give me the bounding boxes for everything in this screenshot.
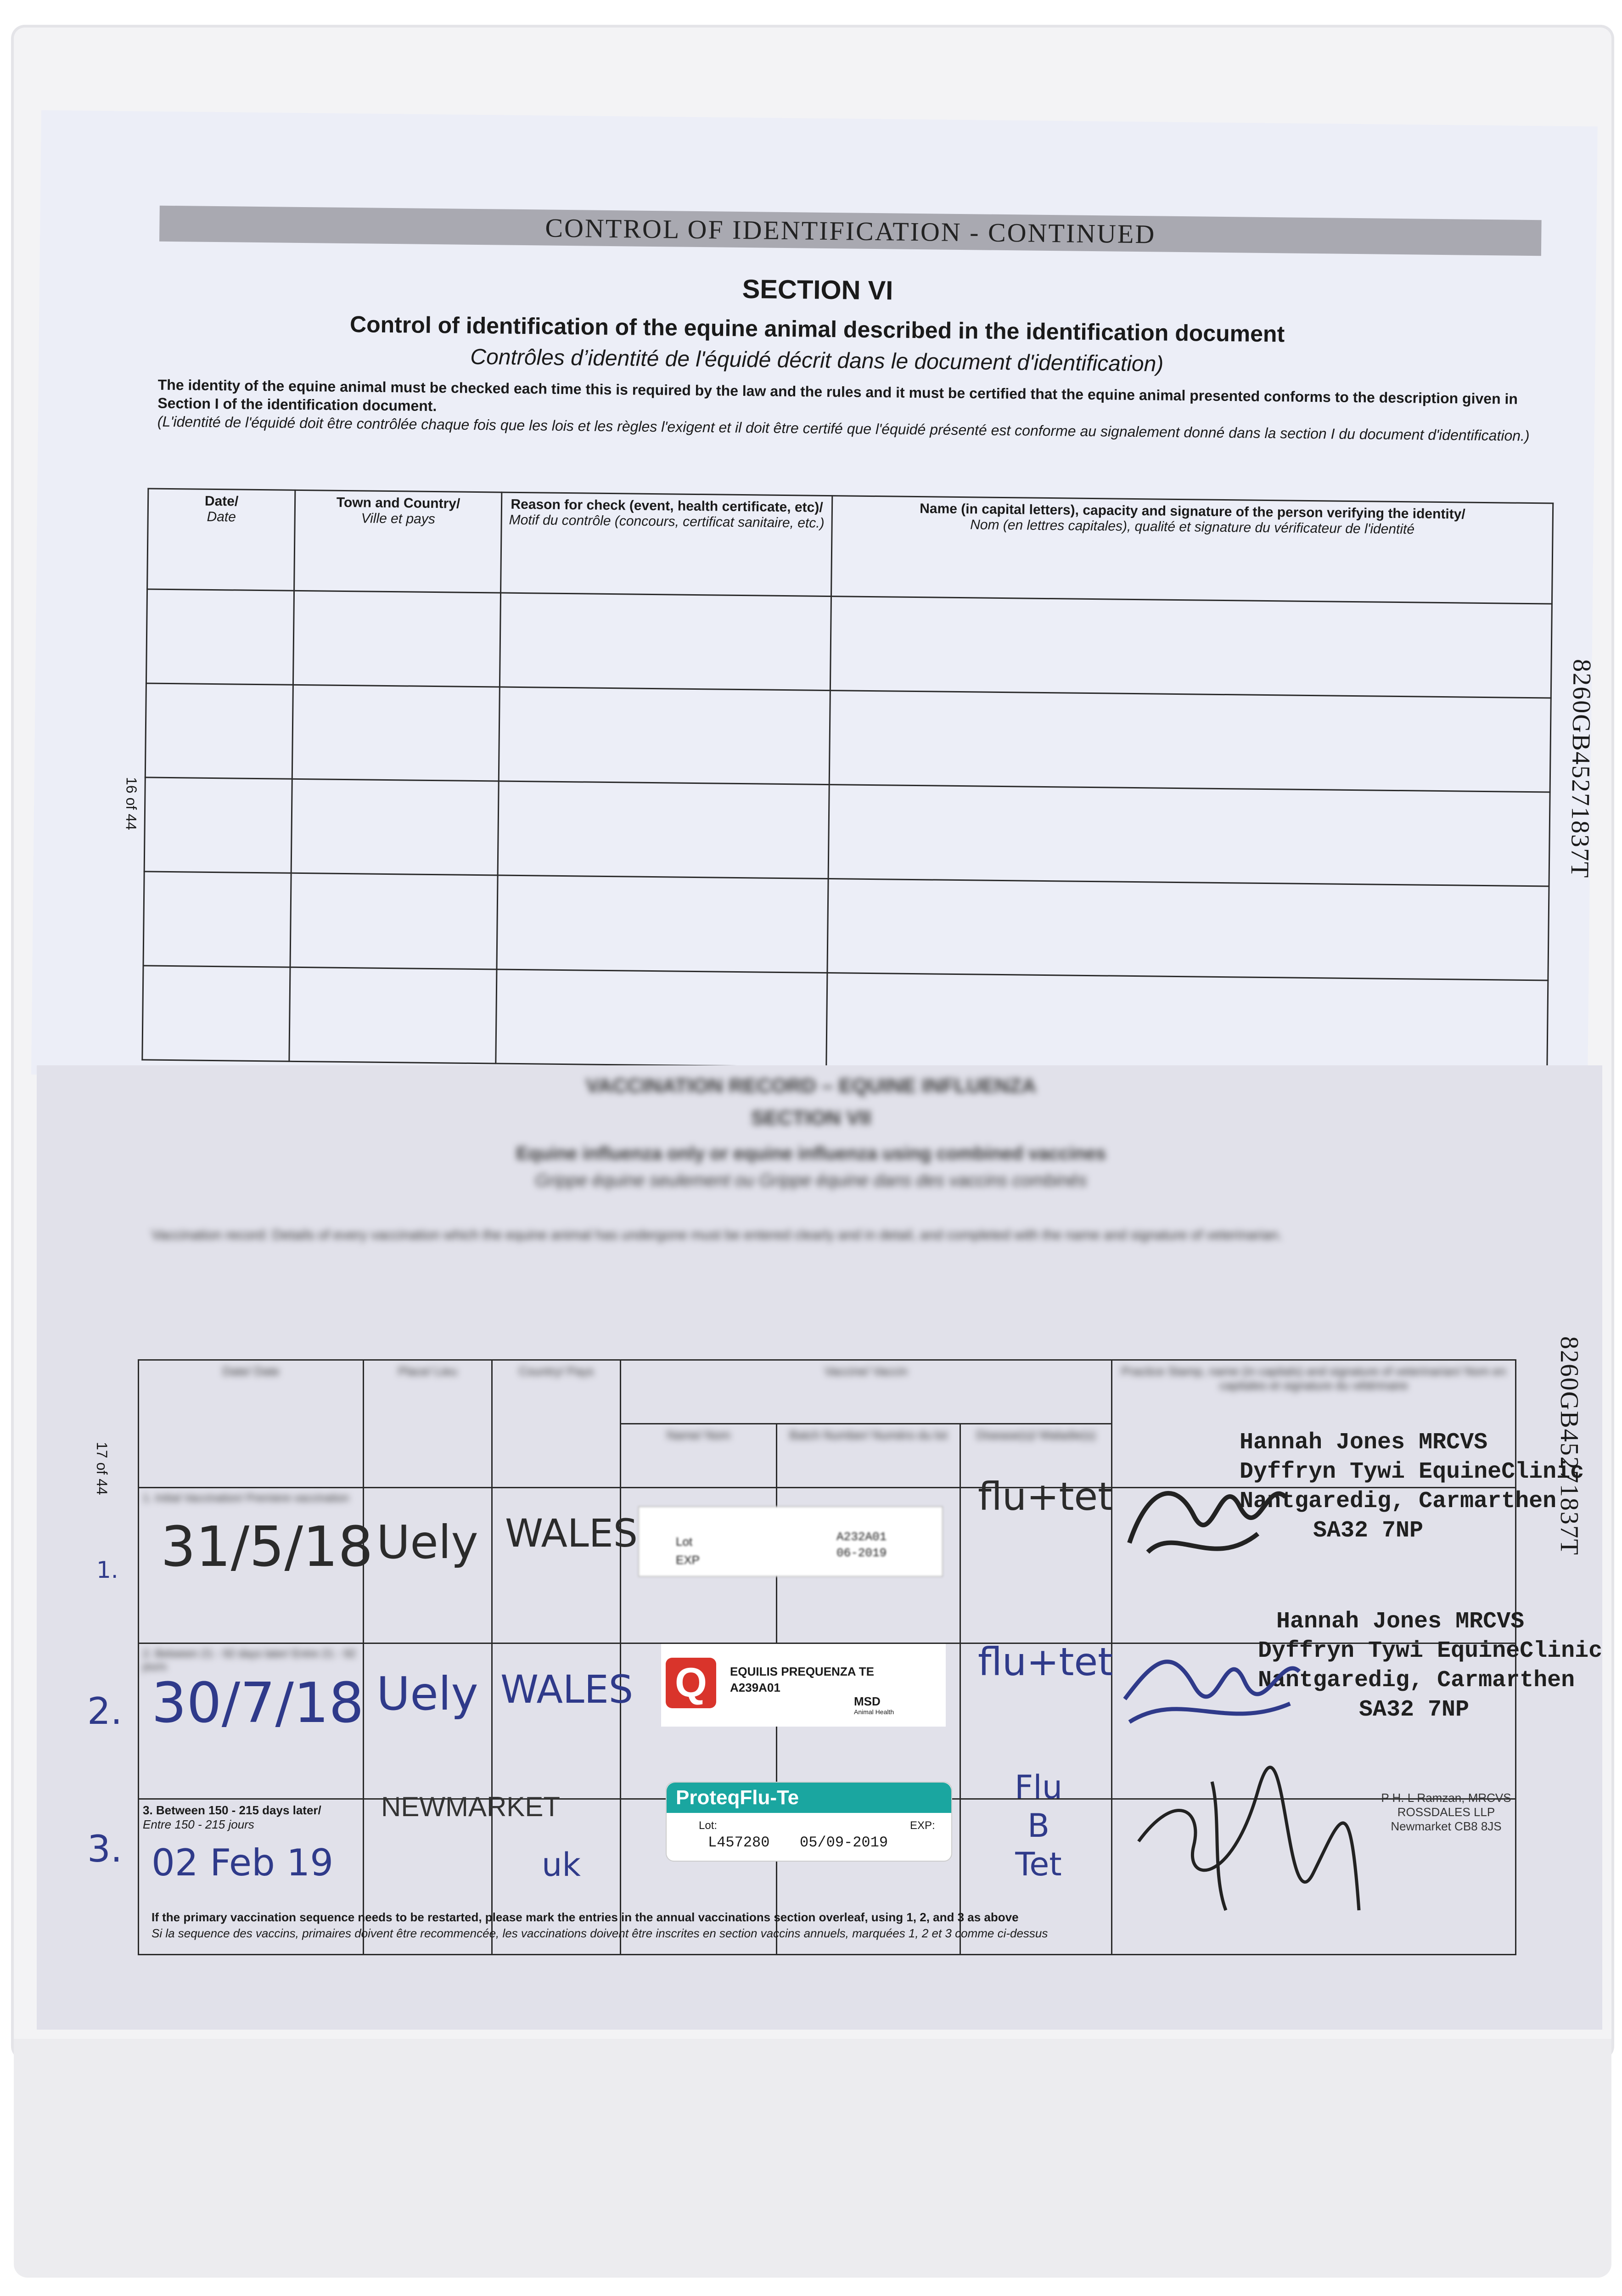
column-header-date: Date/ Date: [147, 489, 295, 591]
banner-title: CONTROL OF IDENTIFICATION - CONTINUED: [545, 213, 1156, 249]
vet-signature: [1120, 1451, 1295, 1589]
handwritten-date: 02 Feb 19: [152, 1841, 334, 1884]
header-vet: Practice Stamp, name (in capitals) and signature of veterinarian/ Nom en capitales et signature du vétérinaire: [1112, 1360, 1516, 1488]
section-banner: [159, 206, 1542, 256]
handwritten-disease: flu+tet: [978, 1474, 1113, 1519]
header-vaccine-name: Name/ Nom: [621, 1424, 777, 1488]
handwritten-country: WALES: [500, 1667, 634, 1712]
handwritten-country: uk: [542, 1846, 581, 1884]
margin-mark: 2.: [87, 1690, 123, 1733]
vaccination-section-number: SECTION VII: [751, 1107, 871, 1129]
table-row: [145, 683, 1551, 792]
table-header-row: [147, 489, 1553, 604]
section-title-fr: Contrôles d’identité de l'équidé décrit dans le document d'identification): [470, 344, 1164, 377]
stage-label-fr: Entre 150 - 215 jours: [143, 1818, 254, 1831]
footer-note-fr: Si la sequence des vaccins, primaires doivent être recommencée, les vaccinations doivent être inscrites en section vaccins annuels, marquées 1, 2 et 3 comme ci-dessus: [152, 1926, 1048, 1940]
passport-number: 8260GB45271837T: [1555, 1336, 1583, 1556]
identity-check-table: [141, 488, 1554, 1075]
header-date: Date/ Date: [139, 1360, 364, 1488]
scan-background: [14, 2039, 1611, 2278]
header-vaccine: Vaccine/ Vaccin: [621, 1360, 1112, 1424]
section-title-en: Control of identification of the equine animal described in the identification document: [349, 311, 1285, 347]
vet-signature: [1116, 1616, 1308, 1754]
column-header-verifier: Name (in capital letters), capacity and signature of the person verifying the identity/ Nom (en lettres capitales), qualité et signature du vérificateur de l'identité: [831, 496, 1553, 604]
handwritten-date: 31/5/18: [161, 1515, 373, 1579]
vaccine-sticker: Q EQUILIS PREQUENZA TE A239A01 MSD Animal Health: [661, 1644, 946, 1727]
page-number: 16 of 44: [123, 777, 140, 830]
vaccination-subtitle: Grippe équine seulement ou Grippe équine dans des vaccins combinés: [535, 1171, 1087, 1190]
vaccine-logo: Q: [666, 1658, 716, 1708]
column-header-reason: Reason for check (event, health certificate, etc)/ Motif du contrôle (concours, certificat sanitaire, etc.): [501, 492, 832, 597]
vet-practice-stamp: P H. L Ramzan, MRCVS ROSSDALES LLP Newmarket CB8 8JS: [1381, 1791, 1511, 1833]
margin-mark: 1.: [96, 1557, 118, 1583]
passport-number: 8260GB45271837T: [1565, 658, 1596, 879]
header-disease: Disease(s)/ Maladie(s): [960, 1424, 1112, 1488]
vaccine-sticker: ProteqFlu-Te Lot: EXP: L457280 05/09-2019: [666, 1782, 952, 1862]
practice-stamp: Hannah Jones MRCVS Dyffryn Tywi EquineClinic Nantgaredig, Carmarthen SA32 7NP: [1258, 1609, 1603, 1723]
intro-text-en: The identity of the equine animal must be checked each time this is required by the law and the rules and it must be certified that the equine animal presented conforms to the description given in Section I of the identification document.: [157, 376, 1518, 415]
vaccination-title: Equine influenza only or equine influenza using combined vaccines: [516, 1143, 1106, 1164]
place-stamp: NEWMARKET: [381, 1791, 560, 1822]
stage-label: 2. Between 21 - 92 days later/ Entre 21 - 92 jours: [143, 1648, 356, 1673]
header-batch: Batch Number/ Numéro du lot: [777, 1424, 960, 1488]
vaccination-heading: VACCINATION RECORD – EQUINE INFLUENZA: [585, 1075, 1037, 1097]
handwritten-disease: flu+tet: [978, 1639, 1113, 1684]
vet-signature: [1120, 1736, 1377, 1938]
table-row: [146, 589, 1552, 698]
header-place: Place/ Lieu: [364, 1360, 492, 1488]
passport-page-16: [31, 110, 1598, 1091]
table-row: [143, 872, 1549, 980]
section-number: SECTION VI: [742, 274, 893, 306]
handwritten-date: 30/7/18: [152, 1671, 364, 1735]
page-number: 17 of 44: [94, 1442, 110, 1495]
handwritten-place: Uely: [376, 1515, 478, 1569]
intro-text-fr: (L'identité de l'équidé doit être contrôlée chaque fois que les lois et les règles l'exigent et il doit être certifé que l'équidé présenté est conforme au signalement donné dans la section I du document d'identification.): [157, 413, 1530, 444]
vaccination-header-row: [139, 1360, 1516, 1424]
table-row: [144, 777, 1550, 886]
column-header-town: Town and Country/ Ville et pays: [294, 490, 502, 593]
header-country: Country/ Pays: [492, 1360, 621, 1488]
table-row: [142, 966, 1548, 1075]
stage-label: 1. Initial Vaccination/ Premiere vaccination: [143, 1492, 349, 1504]
practice-stamp: Hannah Jones MRCVS Dyffryn Tywi EquineClinic Nantgaredig, Carmarthen SA32 7NP: [1240, 1429, 1584, 1544]
handwritten-country: WALES: [505, 1511, 638, 1556]
vaccine-sticker: Lot EXP A232A01 06-2019: [638, 1506, 943, 1577]
footer-note-en: If the primary vaccination sequence needs to be restarted, please mark the entries in the annual vaccinations section overleaf, using 1, 2, and 3 as above: [152, 1910, 1019, 1924]
margin-mark: 3.: [87, 1828, 123, 1870]
stage-label: 3. Between 150 - 215 days later/: [143, 1803, 321, 1817]
vaccine-brand: ProteqFlu-Te: [667, 1783, 951, 1813]
handwritten-place: Uely: [376, 1667, 478, 1721]
handwritten-disease: Flu B Tet: [1015, 1768, 1063, 1883]
vaccination-intro: Vaccination record: Details of every vaccination which the equine animal has undergone must be entered clearly and in detail, and completed with the name and signature of veterinarian.: [152, 1227, 1282, 1243]
